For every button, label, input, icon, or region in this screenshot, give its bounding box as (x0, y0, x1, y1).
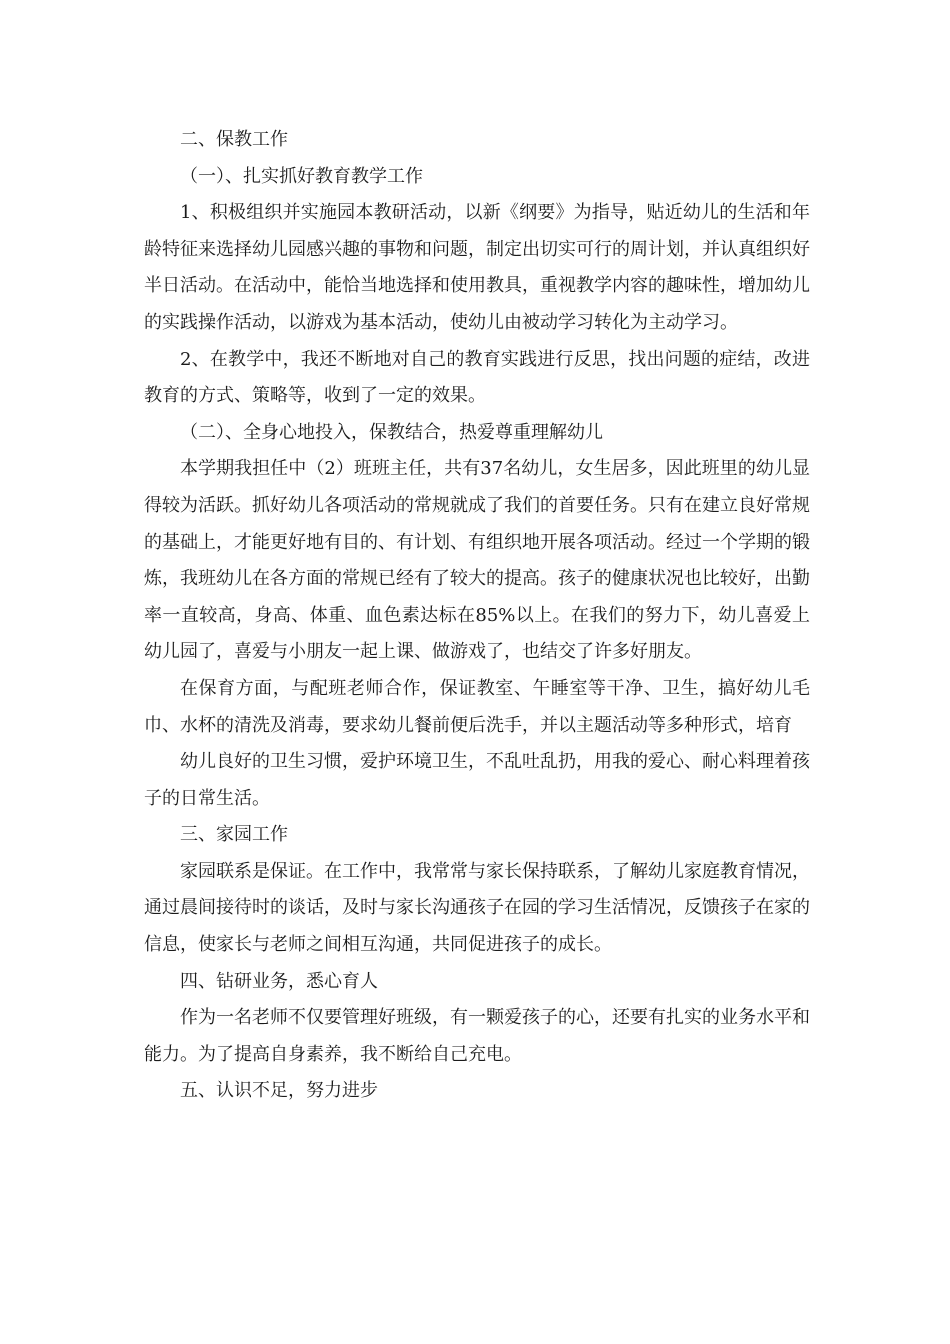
paragraph-childcare: 在保育方面，与配班老师合作，保证教室、午睡室等干净、卫生，搞好幼儿毛巾、水杯的清洗及消毒，要求幼儿餐前便后洗手，并以主题活动等多种形式，培育 (144, 677, 810, 736)
subsection-heading-2: （二）、全身心地投入，保教结合，热爱尊重理解幼儿 (180, 421, 603, 443)
document-body (144, 122, 810, 1110)
section-heading-2: 二、保教工作 (180, 129, 288, 150)
section-heading-5: 五、认识不足，努力进步 (180, 1080, 378, 1102)
paragraph-home-school: 家园联系是保证。在工作中，我常常与家长保持联系，了解幼儿家庭教育情况，通过晨间接待时的谈话，及时与家长沟通孩子在园的学习生活情况，反馈孩子在家的信息，使家长与老师之间相互沟通，共同促进孩子的成长。 (144, 860, 810, 956)
section-heading-4: 四、钻研业务，悉心育人 (180, 970, 378, 992)
paragraph-hygiene-habits: 幼儿良好的卫生习惯，爱护环境卫生，不乱吐乱扔，用我的爱心、耐心料理着孩子的日常生活。 (144, 751, 810, 809)
paragraph-professional-growth: 作为一名老师不仅要管理好班级，有一颗爱孩子的心，还要有扎实的业务水平和能力。为了提高自身素养，我不断给自己充电。 (144, 1007, 810, 1065)
section-heading-3: 三、家园工作 (180, 824, 288, 846)
paragraph-reflection: 2、在教学中，我还不断地对自己的教育实践进行反思，找出问题的症结，改进教育的方式、策略等，收到了一定的效果。 (144, 348, 810, 407)
subsection-heading-1: （一）、扎实抓好教育教学工作 (180, 165, 423, 187)
paragraph-teaching-research: 1、积极组织并实施园本教研活动，以新《纲要》为指导，贴近幼儿的生活和年龄特征来选择幼儿园感兴趣的事物和问题，制定出切实可行的周计划，并认真组织好半日活动。在活动中，能恰当地选择和使用教具，重视教学内容的趣味性，增加幼儿的实践操作活动，以游戏为基本活动，使幼儿由被动学习转化为主动学习。 (144, 202, 810, 333)
paragraph-class-routine: 本学期我担任中（2）班班主任，共有37名幼儿，女生居多，因此班里的幼儿显得较为活跃。抓好幼儿各项活动的常规就成了我们的首要任务。只有在建立良好常规的基础上，才能更好地有目的、有计划、有组织地开展各项活动。经过一个学期的锻炼，我班幼儿在各方面的常规已经有了较大的提高。孩子的健康状况也比较好，出勤率一直较高，身高、体重、血色素达标在85%以上。在我们的努力下，幼儿喜爱上幼儿园了，喜爱与小朋友一起上课、做游戏了，也结交了许多好朋友。 (144, 458, 810, 663)
